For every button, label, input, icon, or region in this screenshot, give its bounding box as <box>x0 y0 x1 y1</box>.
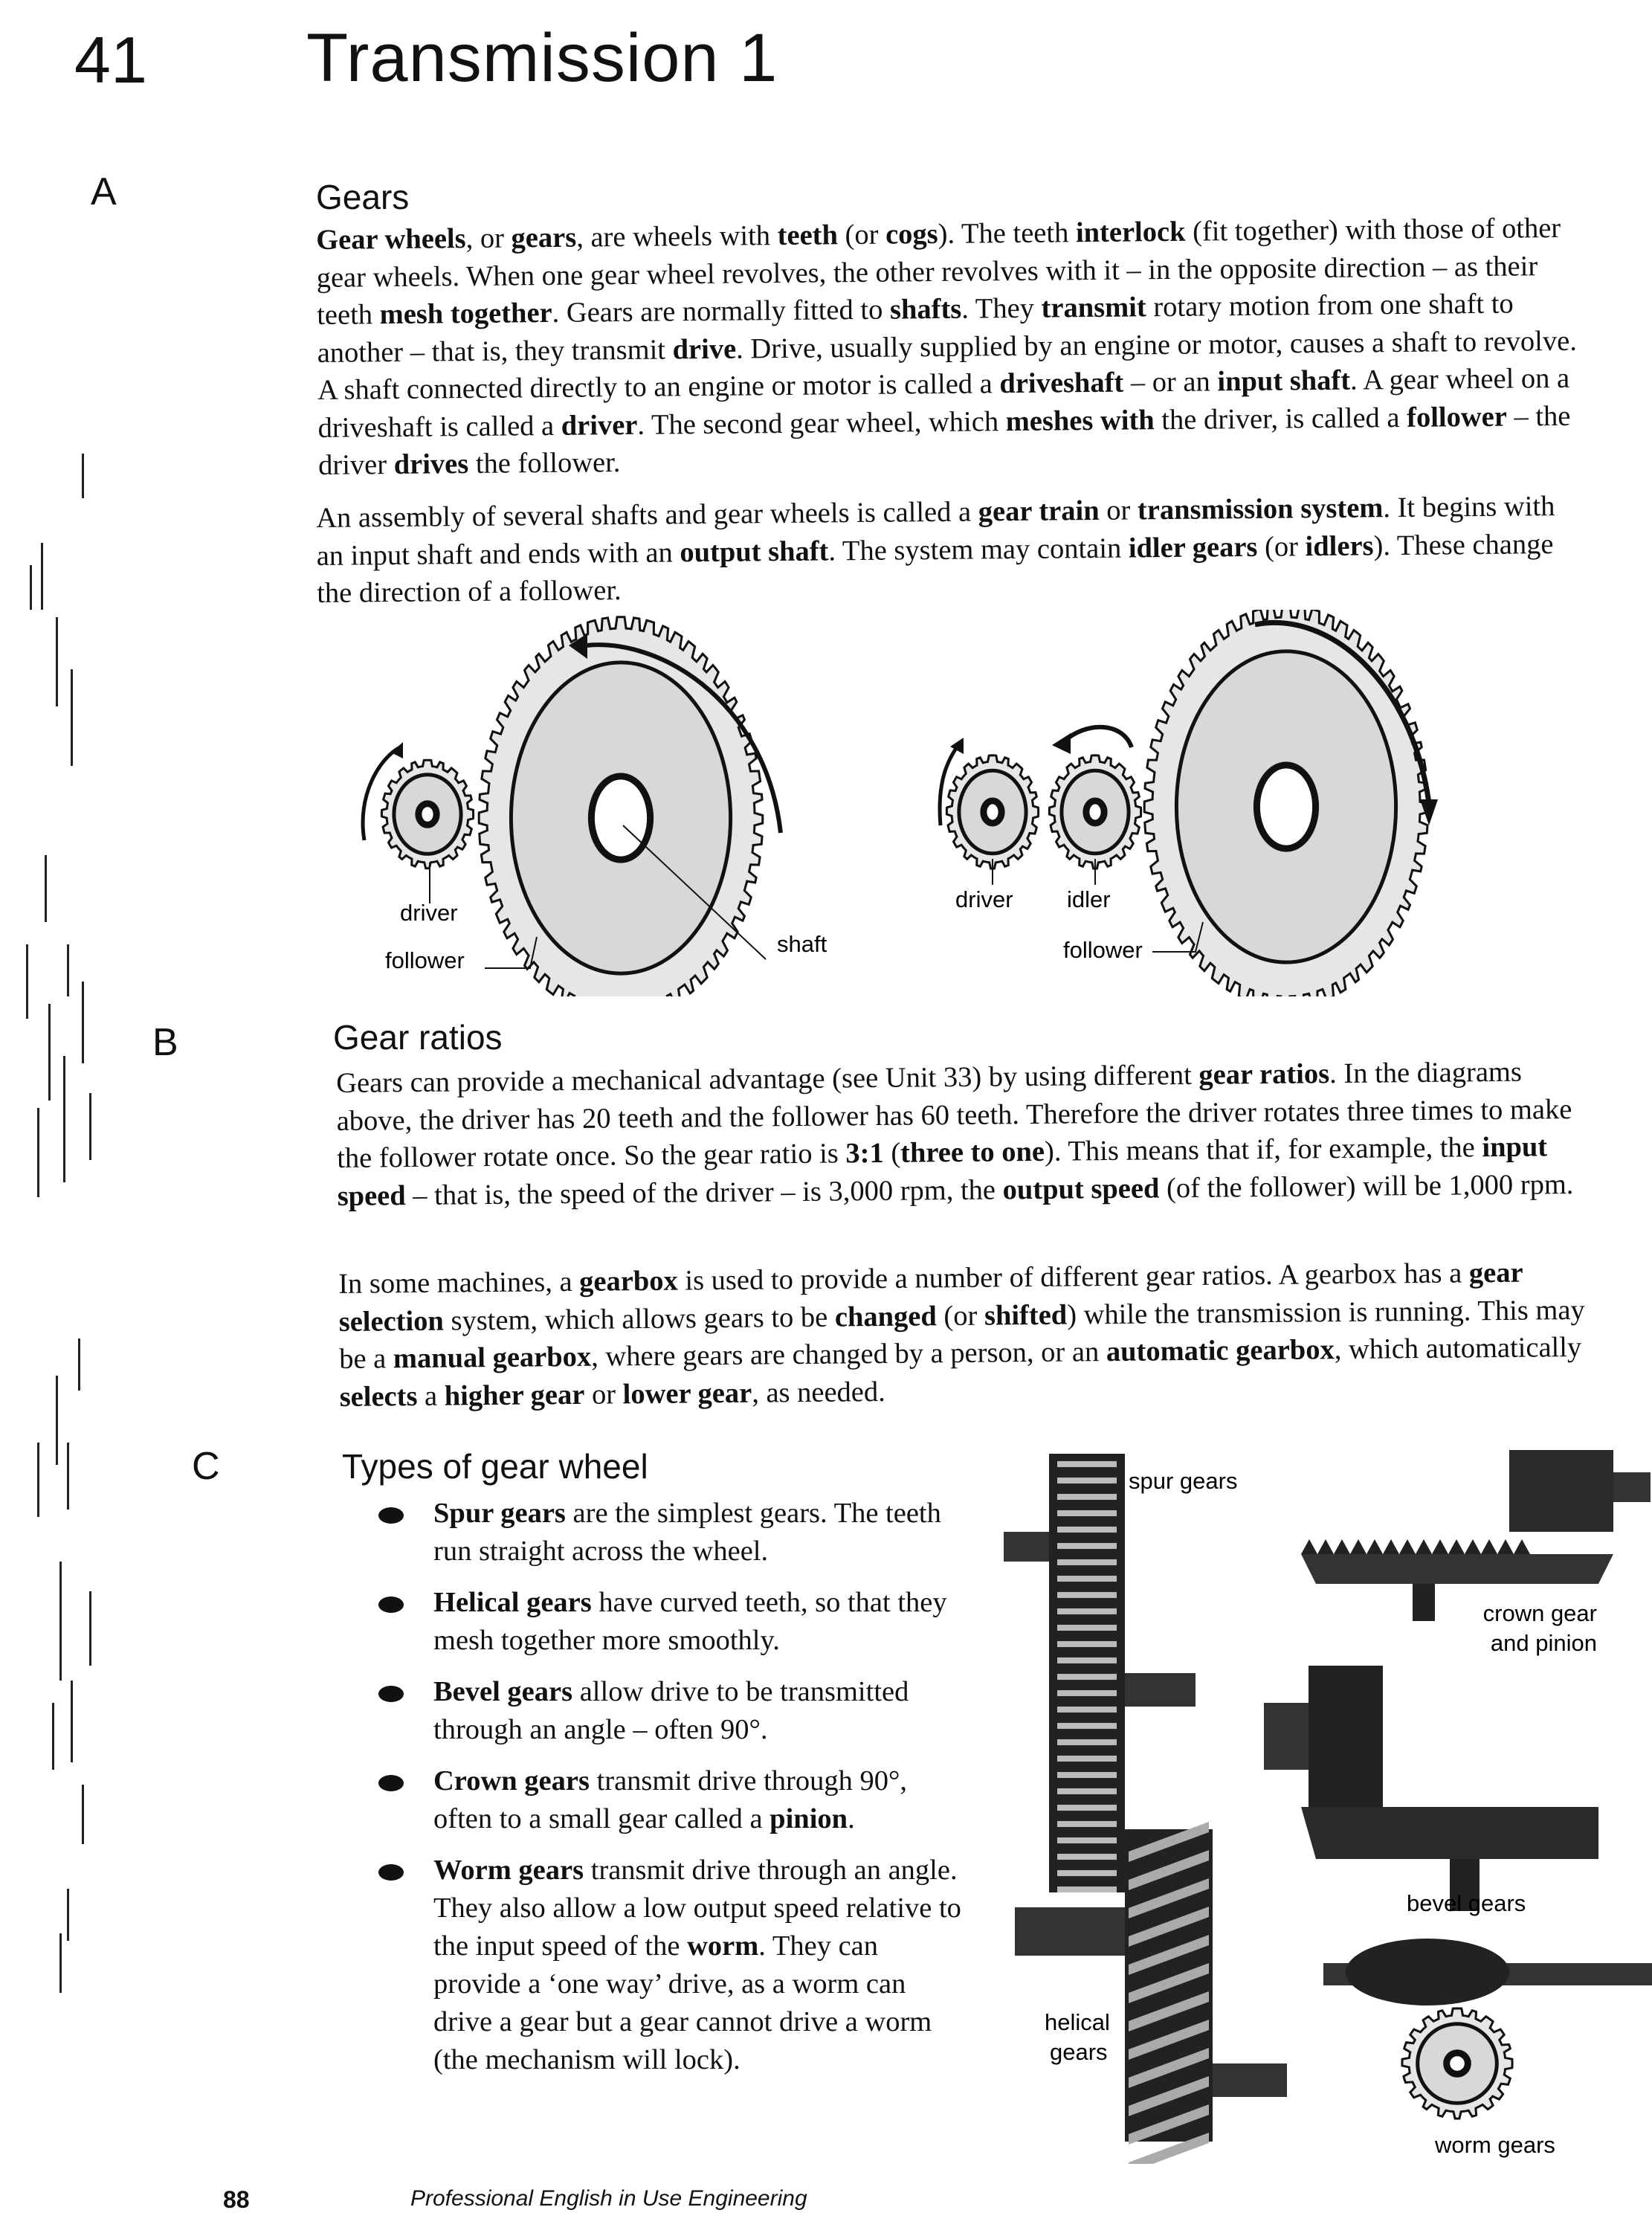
list-item <box>375 1673 963 1749</box>
key-term: follower <box>1406 401 1508 434</box>
margin-mark <box>59 1933 62 1993</box>
key-term: input speed <box>337 1131 1548 1212</box>
margin-mark <box>89 1093 91 1160</box>
text-run: , as needed. <box>751 1376 885 1409</box>
key-term: driver <box>561 409 638 442</box>
bullet-icon <box>378 1686 404 1702</box>
key-term: lower gear <box>622 1377 752 1410</box>
key-term: Bevel gears <box>433 1676 573 1707</box>
label-helical: helical <box>1045 2009 1110 2035</box>
text-run: , which automatically <box>1334 1331 1582 1366</box>
key-term: gears <box>511 222 577 254</box>
gear-types-list <box>375 1495 963 2092</box>
margin-mark <box>82 454 84 498</box>
key-term: output shaft <box>680 535 829 568</box>
list-item <box>375 1584 963 1660</box>
unit-number: 41 <box>74 23 147 97</box>
margin-mark <box>63 1056 65 1182</box>
section-letter-c: C <box>192 1445 220 1488</box>
key-term: drive <box>672 333 737 365</box>
book-title: Professional English in Use Engineering <box>410 2186 807 2211</box>
margin-mark <box>37 1108 39 1197</box>
text-run: the follower. <box>468 447 621 480</box>
worm-wheel <box>1402 2008 1512 2119</box>
key-term: pinion <box>769 1803 848 1834</box>
key-term: mesh together <box>379 297 552 331</box>
arrow-head <box>1052 733 1071 754</box>
section-heading-gear-ratios: Gear ratios <box>333 1018 503 1057</box>
key-term: worm <box>687 1930 759 1962</box>
gear-types-figures <box>996 1443 1652 2164</box>
follower-gear <box>1144 610 1428 996</box>
section-letter-b: B <box>152 1021 178 1064</box>
text-run: . In the diagrams above, the driver has 20 teeth and the follower has 60 teeth. Therefore the driver rotates three times to make the follower rotate once. So the gear ratio is <box>336 1056 1572 1174</box>
text-run: Gears can provide a mechanical advantage (see Unit 33) by using different <box>336 1059 1199 1099</box>
text-run: ) while the transmission is running. This may be a <box>339 1294 1585 1375</box>
unit-title: Transmission 1 <box>306 20 778 96</box>
margin-mark <box>56 1376 58 1465</box>
label-driver-2: driver <box>955 886 1013 912</box>
gears-paragraph-2 <box>316 488 1584 613</box>
list-item <box>375 1852 963 2079</box>
key-term: shifted <box>984 1299 1068 1332</box>
key-term: selects <box>339 1380 418 1413</box>
key-term: three to one <box>900 1135 1045 1169</box>
spur-gears-figure <box>1004 1454 1196 1892</box>
margin-mark <box>52 1703 54 1770</box>
key-term: Worm gears <box>433 1855 584 1886</box>
bullet-icon <box>378 1507 404 1524</box>
label-follower-2: follower <box>1063 937 1143 963</box>
text-run: (or <box>1257 530 1306 563</box>
margin-mark <box>56 617 58 706</box>
key-term: automatic gearbox <box>1106 1334 1335 1368</box>
text-run: (fit together) with those of other gear wheels. When one gear wheel revolves, the other revolves with it – in the opposite direction – as their teeth <box>316 212 1561 331</box>
driver-gear <box>946 755 1038 869</box>
text-run: ). These change the direction of a follower. <box>317 528 1554 609</box>
key-term: transmission system <box>1137 492 1384 526</box>
key-term: Gear wheels <box>316 223 466 256</box>
section-heading-types: Types of gear wheel <box>342 1447 648 1486</box>
label-bevel-gears: bevel gears <box>1407 1890 1526 1916</box>
text-run: . The second gear wheel, which <box>637 405 1006 441</box>
margin-mark <box>26 944 28 1019</box>
gears-paragraph-1 <box>316 210 1586 485</box>
margin-mark <box>71 1681 73 1762</box>
text-run: . Drive, usually supplied by an engine or motor, causes a shaft to revolve. A shaft connected directly to an engine or motor is called a <box>317 325 1578 406</box>
text-run: . <box>848 1803 855 1834</box>
text-run: . They can provide a ‘one way’ drive, as a worm can drive a gear but a gear cannot drive a worm (the mechanism will lock). <box>433 1930 932 2075</box>
crown-gear-figure <box>1301 1450 1651 1621</box>
rotation-arrow <box>1063 727 1132 747</box>
text-run: or <box>584 1378 623 1411</box>
text-run: ). This means that if, for example, the <box>1044 1132 1482 1167</box>
text-run: or <box>1099 494 1138 526</box>
text-run: . Gears are normally fitted to <box>552 294 891 329</box>
label-helical-gears: gears <box>1050 2039 1108 2065</box>
margin-mark <box>67 1443 69 1510</box>
text-run: – the driver <box>317 400 1571 481</box>
worm-gears-figure <box>1323 1939 1652 2119</box>
key-term: cogs <box>885 218 938 251</box>
key-term: manual gearbox <box>393 1341 592 1375</box>
key-term: meshes with <box>1005 404 1155 437</box>
margin-mark <box>48 1004 51 1101</box>
margin-mark <box>37 1443 39 1517</box>
gear-ratios-paragraph-1 <box>336 1053 1594 1215</box>
list-item <box>375 1762 963 1838</box>
text-run: are the simplest gears. The teeth run straight across the wheel. <box>433 1498 941 1567</box>
text-run: An assembly of several shafts and gear wheels is called a <box>316 496 978 534</box>
section-letter-a: A <box>91 170 117 213</box>
text-run: , or <box>465 222 512 255</box>
key-term: idlers <box>1305 529 1374 562</box>
idler-gear <box>1049 755 1140 869</box>
key-term: drives <box>393 448 469 481</box>
text-run: system, which allows gears to be <box>443 1301 836 1337</box>
key-term: input shaft <box>1217 364 1351 398</box>
page-number: 88 <box>223 2186 250 2213</box>
margin-mark <box>30 565 32 610</box>
text-run: . The system may contain <box>828 532 1129 567</box>
margin-mark <box>89 1591 91 1666</box>
key-term: Spur gears <box>433 1498 566 1529</box>
follower-gear <box>479 617 763 996</box>
text-run: the driver, is called a <box>1154 402 1407 436</box>
key-term: higher gear <box>444 1379 585 1412</box>
label-shaft: shaft <box>777 931 827 957</box>
key-term: interlock <box>1075 216 1186 249</box>
text-run: (or <box>936 1300 985 1332</box>
text-run: transmit drive through an angle. They also allow a low output speed relative to the input speed of the <box>433 1855 961 1962</box>
text-run: – or an <box>1123 366 1218 399</box>
text-run: – that is, the speed of the driver – is 3,000 rpm, the <box>405 1173 1003 1211</box>
label-and-pinion: and pinion <box>1490 1630 1597 1656</box>
margin-mark <box>78 1338 80 1391</box>
text-run: ( <box>883 1137 901 1169</box>
gear-train-diagram <box>320 610 1584 996</box>
key-term: gear train <box>978 494 1100 528</box>
text-run: . A gear wheel on a driveshaft is called a <box>317 362 1570 444</box>
text-run: (or <box>837 219 886 251</box>
text-run: . They <box>961 292 1042 325</box>
key-term: transmit <box>1041 291 1146 324</box>
key-term: idler gears <box>1128 531 1258 564</box>
text-run: is used to provide a number of different gear ratios. A gearbox has a <box>677 1257 1470 1297</box>
margin-mark <box>82 1785 84 1844</box>
key-term: output speed <box>1002 1172 1160 1205</box>
label-idler: idler <box>1067 886 1111 912</box>
key-term: changed <box>834 1300 938 1333</box>
bevel-gears-figure <box>1264 1666 1598 1911</box>
text-run: a <box>417 1380 445 1412</box>
bullet-icon <box>378 1775 404 1791</box>
label-follower: follower <box>385 947 465 973</box>
bullet-icon <box>378 1864 404 1881</box>
margin-mark <box>67 1889 69 1941</box>
margin-mark <box>59 1562 62 1681</box>
margin-mark <box>41 543 43 610</box>
key-term: gearbox <box>578 1265 678 1298</box>
key-term: driveshaft <box>999 367 1124 400</box>
text-run: , are wheels with <box>576 220 778 254</box>
key-term: Crown gears <box>433 1765 590 1797</box>
list-item <box>375 1495 963 1570</box>
key-term: gear selection <box>338 1257 1523 1338</box>
text-run: allow drive to be transmitted through an angle – often 90°. <box>433 1676 909 1745</box>
text-run: In some machines, a <box>338 1266 580 1300</box>
label-worm-gears: worm gears <box>1435 2132 1555 2158</box>
key-term: teeth <box>777 219 839 252</box>
margin-mark <box>82 982 84 1063</box>
text-run: have curved teeth, so that they mesh together more smoothly. <box>433 1587 947 1656</box>
driver-gear <box>381 760 473 869</box>
key-term: Helical gears <box>433 1587 592 1618</box>
text-run: transmit drive through 90°, often to a small gear called a <box>433 1765 908 1834</box>
margin-mark <box>71 669 73 766</box>
text-run: , where gears are changed by a person, or an <box>590 1336 1107 1373</box>
gear-ratios-paragraph-2 <box>338 1254 1596 1416</box>
key-term: 3:1 <box>845 1137 884 1170</box>
key-term: gear ratios <box>1198 1058 1330 1091</box>
text-run: rotary motion from one shaft to another – that is, they transmit <box>317 288 1514 369</box>
section-heading-gears: Gears <box>316 178 410 216</box>
label-spur-gears: spur gears <box>1129 1468 1238 1494</box>
bullet-icon <box>378 1597 404 1613</box>
label-crown-gear: crown gear <box>1482 1600 1597 1626</box>
margin-mark <box>45 855 47 922</box>
text-run: ). The teeth <box>938 217 1077 250</box>
text-run: (of the follower) will be 1,000 rpm. <box>1159 1168 1574 1204</box>
text-run: . It begins with an input shaft and ends with an <box>316 491 1555 572</box>
margin-mark <box>67 944 69 996</box>
key-term: shafts <box>889 293 962 326</box>
label-driver: driver <box>400 900 458 926</box>
